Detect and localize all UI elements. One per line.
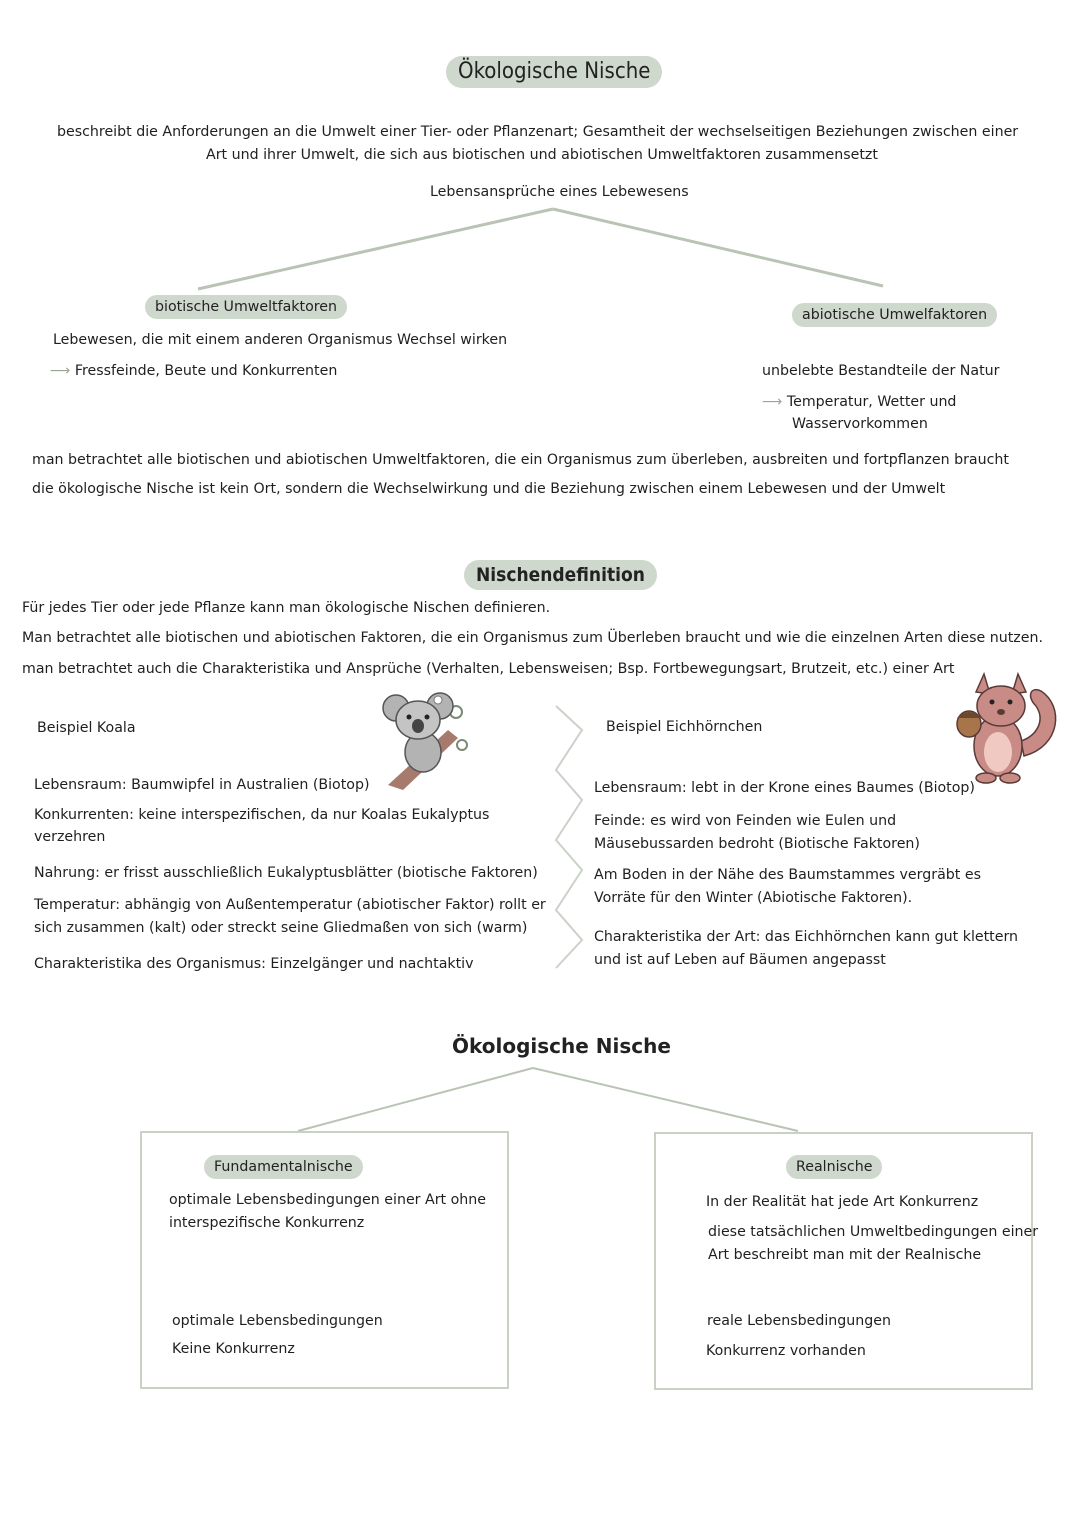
squirrel-habitat: Lebensraum: lebt in der Krone eines Baumes (Biotop) [594,780,975,796]
fundamental-point-2: Keine Konkurrenz [172,1341,295,1357]
squirrel-enemies-1: Feinde: es wird von Feinden wie Eulen und [594,813,897,829]
real-point-1: reale Lebensbedingungen [707,1313,892,1329]
real-label: Realnische [786,1155,882,1179]
real-desc-3: Art beschreibt man mit der Realnische [708,1247,982,1263]
fundamental-desc-2: interspezifische Konkurrenz [169,1215,365,1231]
fundamental-desc-1: optimale Lebensbedingungen einer Art ohne [169,1192,487,1208]
biotic-example-row [50,361,337,381]
arrow-right-icon: ⟶ [762,394,783,410]
squirrel-traits-1: Charakteristika der Art: das Eichhörnchen kann gut klettern [594,929,1019,945]
squirrel-ground-1: Am Boden in der Nähe des Baumstammes vergräbt es [594,867,981,883]
section1-title: Ökologische Nische [446,56,662,88]
intro-line-1: beschreibt die Anforderungen an die Umwelt einer Tier- oder Pflanzenart; Gesamtheit der wechselseitigen Beziehungen zwischen einer [57,124,1019,140]
arrow-right-icon: ⟶ [50,363,71,379]
koala-temp-2: sich zusammen (kalt) oder streckt seine Gliedmaßen von sich (warm) [34,920,528,936]
fundamental-label: Fundamentalnische [204,1155,363,1179]
abiotic-example-1: Temperatur, Wetter und [786,394,957,410]
summary-line-1: man betrachtet alle biotischen und abiotischen Umweltfaktoren, die ein Organismus zum überleben, ausbreiten und fortpflanzen braucht [32,452,1009,468]
squirrel-enemies-2: Mäusebussarden bedroht (Biotische Faktoren) [594,836,920,852]
center-label: Lebensansprüche eines Lebewesens [430,184,689,200]
squirrel-traits-2: und ist auf Leben auf Bäumen angepasst [594,952,886,968]
koala-habitat: Lebensraum: Baumwipfel in Australien (Biotop) [34,777,370,793]
definition-line-2: Man betrachtet alle biotischen und abiotischen Faktoren, die ein Organismus zum Überleben braucht und wie die einzelnen Arten diese nutzen. [22,630,1043,646]
real-desc-2: diese tatsächlichen Umweltbedingungen einer [708,1224,1039,1240]
abiotic-example-2: Wasservorkommen [792,416,928,432]
koala-competitors-2: verzehren [34,829,106,845]
fundamental-point-1: optimale Lebensbedingungen [172,1313,383,1329]
squirrel-illustration [946,666,1061,784]
koala-competitors-1: Konkurrenten: keine interspezifischen, da nur Koalas Eukalyptus [34,807,490,823]
intro-line-2: Art und ihrer Umwelt, die sich aus biotischen und abiotischen Umweltfaktoren zusammensetzt [206,147,878,163]
abiotic-example-row [762,392,956,412]
koala-heading: Beispiel Koala [37,720,136,736]
squirrel-ground-2: Vorräte für den Winter (Abiotische Faktoren). [594,890,913,906]
real-point-2: Konkurrenz vorhanden [706,1343,866,1359]
biotic-example: Fressfeinde, Beute und Konkurrenten [74,363,338,379]
abiotic-label: abiotische Umwelfaktoren [792,303,997,327]
koala-food: Nahrung: er frisst ausschließlich Eukalyptusblätter (biotische Faktoren) [34,865,538,881]
abiotic-desc: unbelebte Bestandteile der Natur [762,363,1000,379]
section3-title: Ökologische Nische [452,1034,671,1058]
biotic-desc: Lebewesen, die mit einem anderen Organismus Wechsel wirken [53,332,508,348]
definition-line-1: Für jedes Tier oder jede Pflanze kann man ökologische Nischen definieren. [22,600,551,616]
koala-temp-1: Temperatur: abhängig von Außentemperatur (abiotischer Faktor) rollt er [34,897,546,913]
section2-title: Nischendefinition [464,560,657,590]
summary-line-2: die ökologische Nische ist kein Ort, sondern die Wechselwirkung und die Beziehung zwischen einem Lebewesen und der Umwelt [32,481,946,497]
definition-line-3: man betrachtet auch die Charakteristika und Ansprüche (Verhalten, Lebensweisen; Bsp. Fortbewegungsart, Brutzeit, etc.) einer Art [22,661,955,677]
koala-traits: Charakteristika des Organismus: Einzelgänger und nachtaktiv [34,956,474,972]
real-desc-1: In der Realität hat jede Art Konkurrenz [706,1194,979,1210]
squirrel-heading: Beispiel Eichhörnchen [606,719,763,735]
koala-illustration [378,690,473,790]
biotic-label: biotische Umweltfaktoren [145,295,347,319]
